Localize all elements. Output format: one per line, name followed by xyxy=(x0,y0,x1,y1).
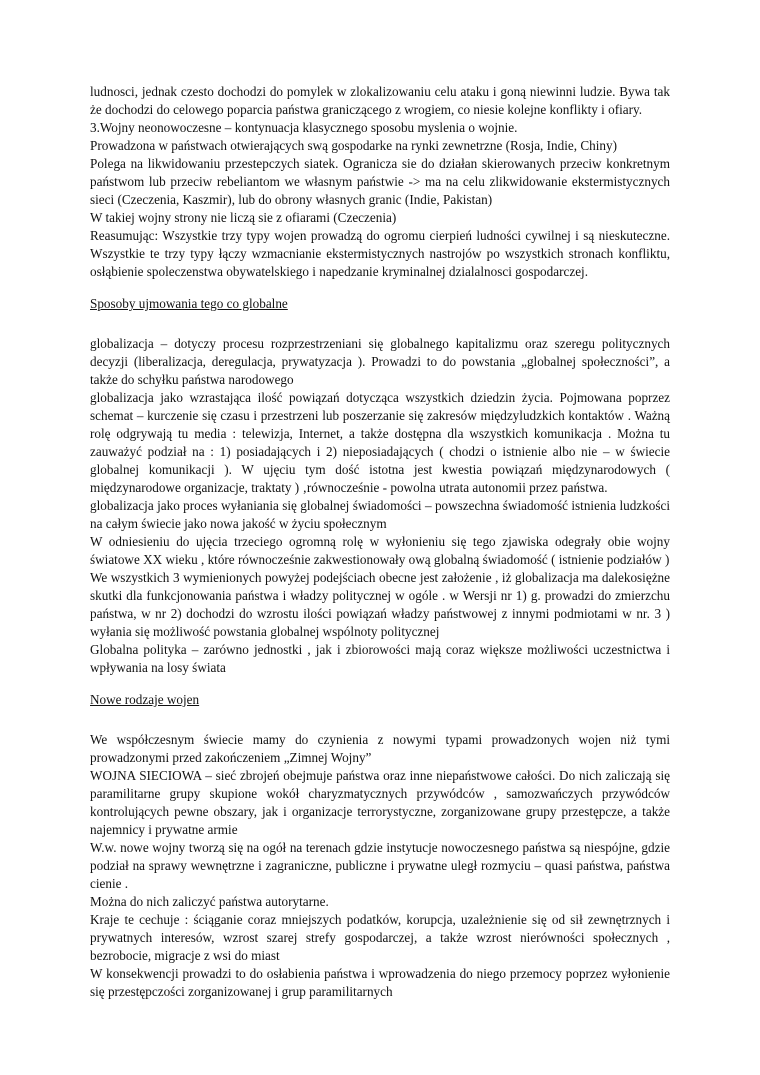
section-heading: Sposoby ujmowania tego co globalne xyxy=(90,296,288,311)
paragraph: globalizacja jako proces wyłaniania się globalnej świadomości – powszechna świadomość istnienia ludzkości na całym świecie jako nowa jakość w życiu społecznym xyxy=(90,498,670,531)
paragraph: globalizacja – dotyczy procesu rozprzestrzeniani się globalnego kapitalizmu oraz szeregu politycznych decyzji (liberalizacja, deregulacja, prywatyzacja ). Prowadzi to do powstania „globalnej społeczności”, a także do schyłku państwa narodowego xyxy=(90,336,670,387)
paragraph: Kraje te cechuje : ściąganie coraz mniejszych podatków, korupcja, uzależnienie się od sił zewnętrznych i prywatnych interesów, wzrost szarej strefy gospodarczej, a także wzrost nierówności społecznych , bezrobocie, migracje z wsi do miast xyxy=(90,912,670,963)
paragraph: We współczesnym świecie mamy do czynienia z nowymi typami prowadzonych wojen niż tymi prowadzonymi przed zakończeniem „Zimnej Wojny” xyxy=(90,732,670,765)
paragraph: WOJNA SIECIOWA – sieć zbrojeń obejmuje państwa oraz inne niepaństwowe całości. Do nich zaliczają się paramilitarne grupy skupione wokół charyzmatycznych przywódców , samozwańczych przywódców kontrolujących pewne obszary, jak i organizacje terrorystyczne, zorganizowane grupy przestępcze, a także najemnicy i prywatne armie xyxy=(90,768,670,837)
paragraph: Globalna polityka – zarówno jednostki , jak i zbiorowości mają coraz większe możliwości uczestnictwa i wpływania na losy świata xyxy=(90,642,670,675)
paragraph: W konsekwencji prowadzi to do osłabienia państwa i wprowadzenia do niego przemocy poprzez wyłonienie się przestępczości zorganizowanej i grup paramilitarnych xyxy=(90,966,670,999)
paragraph: globalizacja jako wzrastająca ilość powiązań dotycząca wszystkich dziedzin życia. Pojmowana poprzez schemat – kurczenie się czasu i przestrzeni lub poszerzanie się zakresów międzyludzkich kontaktów . Ważną rolę odgrywają tu media : telewizja, Internet, a także dostępna dla wszystkich komunikacja . Można tu zauważyć podział na : 1) posiadających i 2) nieposiadających ( chodzi o istnienie albo nie – w świecie globalnej komunikacji ). W ujęciu tym dość istotna jest kwestia powiązań międzynarodowych ( międzynarodowe organizacje, traktaty ) ‚równocześnie - powolna utrata autonomii przez państwa. xyxy=(90,390,670,495)
paragraph: 3.Wojny neonowoczesne – kontynuacja klasycznego sposobu myslenia o wojnie. xyxy=(90,120,518,135)
document-body xyxy=(90,83,670,1001)
paragraph: W.w. nowe wojny tworzą się na ogół na terenach gdzie instytucje nowoczesnego państwa są niespójne, gdzie podział na sprawy wewnętrzne i zagraniczne, publiczne i prywatne uległ rozmyciu – quasi państwa, państwa cienie . xyxy=(90,840,670,891)
paragraph: Reasumując: Wszystkie trzy typy wojen prowadzą do ogromu cierpień ludności cywilnej i są nieskuteczne. Wszystkie te trzy typy łączy wzmacnianie ekstermistycznych nastrojów po wszystkich stronach konfliktu, osłąbienie spoleczenstwa obywatelskiego i napedzanie kryminalnej dzialalnosci gospodarczej. xyxy=(90,228,670,279)
paragraph: Prowadzona w państwach otwierających swą gospodarke na rynki zewnetrzne (Rosja, Indie, Chiny) xyxy=(90,138,617,153)
section-heading: Nowe rodzaje wojen xyxy=(90,692,200,707)
paragraph: We wszystkich 3 wymienionych powyżej podejściach obecne jest założenie , iż globalizacja ma dalekosiężne skutki dla funkcjonowania państwa i władzy politycznej w ogóle . w Wersji nr 1) g. prowadzi do zmierzchu państwa, w nr 2) dochodzi do wzrostu ilości powiązań władzy państwowej z innymi podmiotami w nr. 3 ) wyłania się możliwość powstania globalnej wspólnoty politycznej xyxy=(90,570,670,639)
paragraph: ludnosci, jednak czesto dochodzi do pomylek w zlokalizowaniu celu ataku i goną niewinni ludzie. Bywa tak że dochodzi do celowego poparcia państwa graniczącego z wrogiem, co niesie kolejne konflikty i ofiary. xyxy=(90,84,670,117)
paragraph: W takiej wojny strony nie liczą sie z ofiarami (Czeczenia) xyxy=(90,210,397,225)
paragraph: W odniesieniu do ujęcia trzeciego ogromną rolę w wyłonieniu się tego zjawiska odegrały obie wojny światowe XX wieku , które równocześnie zakwestionowały ową globalną świadomość ( istnienie podziałów ) xyxy=(90,534,670,567)
paragraph: Polega na likwidowaniu przestepczych siatek. Ogranicza sie do działan skierowanych przeciw konkretnym państwom lub przeciw rebeliantom we własnym państwie -> ma na celu zlikwidowanie ekstermistycznych sieci (Czeczenia, Kaszmir), lub do obrony własnych granic (Indie, Pakistan) xyxy=(90,156,670,207)
paragraph: Można do nich zaliczyć państwa autorytarne. xyxy=(90,894,329,909)
